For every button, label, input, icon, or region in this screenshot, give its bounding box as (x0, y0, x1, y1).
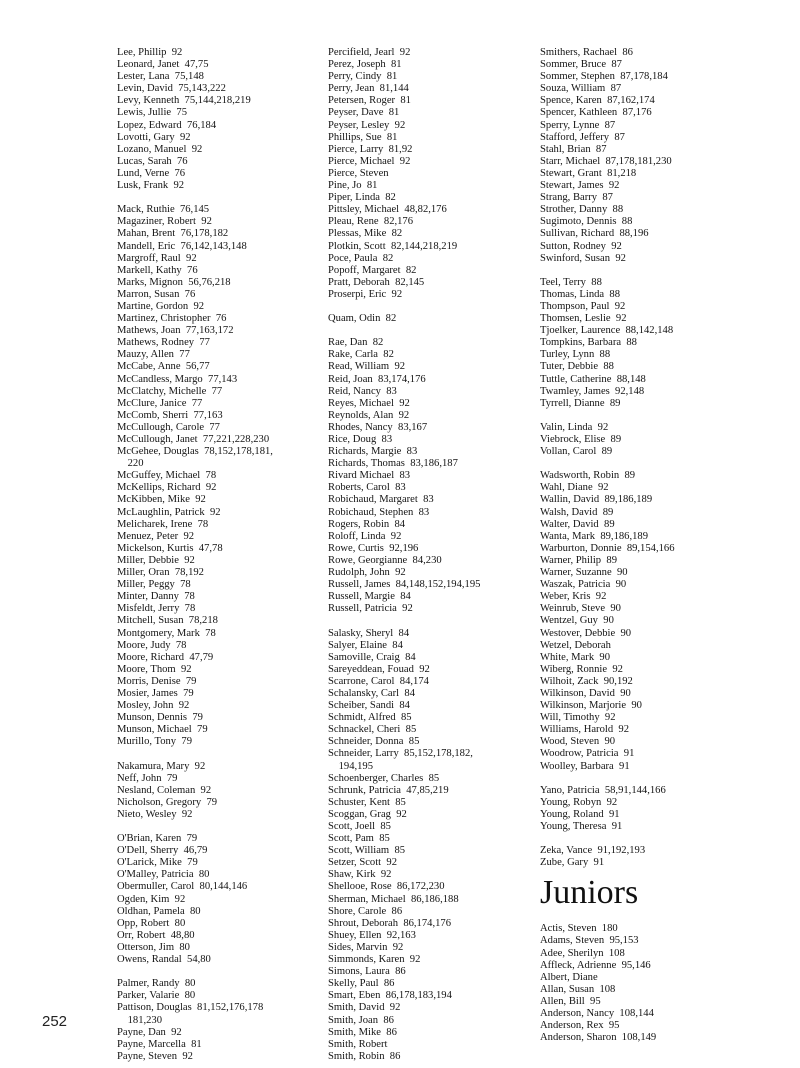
index-entry: Miller, Debbie 92 (117, 554, 195, 566)
index-entry: Woodrow, Patricia 91 (540, 748, 635, 760)
index-entry: Shaw, Kirk 92 (328, 869, 392, 881)
index-entry: Reynolds, Alan 92 (328, 409, 410, 421)
index-entry: Stafford, Jeffery 87 (540, 131, 625, 143)
index-entry: Roberts, Carol 83 (328, 482, 406, 494)
index-entry: Russell, Patricia 92 (328, 603, 413, 615)
index-entry: Mack, Ruthie 76,145 (117, 204, 210, 216)
index-entry: Wahl, Diane 92 (540, 482, 609, 494)
index-entry: Palmer, Randy 80 (117, 978, 196, 990)
index-entry: McClatchy, Michelle 77 (117, 385, 223, 397)
index-entry: Sutton, Rodney 92 (540, 240, 622, 252)
index-entry: Marks, Mignon 56,76,218 (117, 276, 231, 288)
index-entry: McGuffey, Michael 78 (117, 470, 217, 482)
index-entry: Sullivan, Richard 88,196 (540, 228, 649, 240)
index-column-3 (540, 47, 755, 1044)
index-entry: Rogers, Robin 84 (328, 518, 406, 530)
index-entry: Peyser, Lesley 92 (328, 119, 406, 131)
index-entry: Smith, Mike 86 (328, 1026, 397, 1038)
index-entry: Plessas, Mike 82 (328, 228, 403, 240)
index-entry: Thompson, Paul 92 (540, 300, 626, 312)
index-entry: Lusk, Frank 92 (117, 180, 185, 192)
index-entry: McGehee, Douglas 78,152,178,181, (117, 446, 273, 458)
index-entry: Reyes, Michael 92 (328, 397, 410, 409)
index-entry: Rivard Michael 83 (328, 470, 411, 482)
index-entry: Warner, Suzanne 90 (540, 567, 628, 579)
index-entry: Pattison, Douglas 81,152,176,178 (117, 1002, 264, 1014)
index-entry: Reid, Nancy 83 (328, 385, 397, 397)
index-entry: Teel, Terry 88 (540, 276, 602, 288)
index-entry: Read, William 92 (328, 361, 406, 373)
index-entry: Pierce, Larry 81,92 (328, 143, 413, 155)
index-entry: Miller, Peggy 78 (117, 579, 191, 591)
index-entry: Anderson, Sharon 108,149 (540, 1032, 657, 1044)
index-entry: Sperry, Lynne 87 (540, 119, 616, 131)
index-entry: Reid, Joan 83,174,176 (328, 373, 426, 385)
index-entry: Wilkinson, David 90 (540, 687, 631, 699)
index-entry: Robichaud, Margaret 83 (328, 494, 434, 506)
index-entry: Moore, Thom 92 (117, 663, 192, 675)
index-entry: Melicharek, Irene 78 (117, 518, 209, 530)
index-entry: Westover, Debbie 90 (540, 627, 632, 639)
index-entry: Parker, Valarie 80 (117, 990, 196, 1002)
index-entry: Thomas, Linda 88 (540, 288, 621, 300)
index-entry: Smith, David 92 (328, 1002, 401, 1014)
index-entry: McKellips, Richard 92 (117, 482, 217, 494)
index-entry: Rudolph, John 92 (328, 567, 406, 579)
index-entry: Salyer, Elaine 84 (328, 639, 403, 651)
index-entry: McCullough, Carole 77 (117, 421, 220, 433)
index-entry: Samoville, Craig 84 (328, 651, 416, 663)
index-entry: Payne, Steven 92 (117, 1050, 193, 1062)
index-entry: Obermuller, Carol 80,144,146 (117, 881, 248, 893)
index-entry: Rowe, Curtis 92,196 (328, 542, 419, 554)
index-entry: Sommer, Bruce 87 (540, 59, 622, 71)
index-entry: Richards, Margie 83 (328, 446, 418, 458)
index-entry: Oldhan, Pamela 80 (117, 905, 201, 917)
index-entry: Twamley, James 92,148 (540, 385, 645, 397)
index-entry: Ogden, Kim 92 (117, 893, 186, 905)
index-entry: Simmonds, Karen 92 (328, 954, 421, 966)
index-entry: Wetzel, Deborah (540, 639, 611, 651)
index-entry: Scott, Pam 85 (328, 833, 390, 845)
index-entry: Affleck, Adrienne 95,146 (540, 959, 651, 971)
index-entry: Scheiber, Sandi 84 (328, 700, 410, 712)
index-entry: Weber, Kris 92 (540, 591, 607, 603)
index-entry: McComb, Sherri 77,163 (117, 409, 223, 421)
index-entry: Anderson, Nancy 108,144 (540, 1008, 654, 1020)
index-entry: Murillo, Tony 79 (117, 736, 192, 748)
index-entry: Sareyeddean, Fouad 92 (328, 663, 430, 675)
index-entry: Schrunk, Patricia 47,85,219 (328, 784, 449, 796)
index-entry: Phillips, Sue 81 (328, 131, 398, 143)
index-entry: Mauzy, Allen 77 (117, 349, 190, 361)
index-entry: Rae, Dan 82 (328, 337, 384, 349)
index-entry: Mitchell, Susan 78,218 (117, 615, 218, 627)
index-entry: Sommer, Stephen 87,178,184 (540, 71, 668, 83)
index-entry: Anderson, Rex 95 (540, 1020, 620, 1032)
index-entry: Lozano, Manuel 92 (117, 143, 203, 155)
index-entry: Lucas, Sarah 76 (117, 155, 188, 167)
index-entry: Poce, Paula 82 (328, 252, 394, 264)
index-entry: Tjoelker, Laurence 88,142,148 (540, 325, 674, 337)
index-entry: Wentzel, Guy 90 (540, 615, 614, 627)
index-entry: Rowe, Georgianne 84,230 (328, 554, 442, 566)
index-entry: McKibben, Mike 92 (117, 494, 206, 506)
index-column-2 (328, 47, 538, 1063)
index-entry: Lester, Lana 75,148 (117, 71, 204, 83)
index-entry: Smith, Robin 86 (328, 1050, 401, 1062)
index-entry: Walter, David 89 (540, 518, 615, 530)
index-entry: Shuey, Ellen 92,163 (328, 929, 416, 941)
index-spacer (540, 833, 755, 845)
index-entry: Tompkins, Barbara 88 (540, 337, 637, 349)
index-entry: Young, Theresa 91 (540, 821, 623, 832)
index-entry: Tuttle, Catherine 88,148 (540, 373, 646, 385)
index-entry: Lopez, Edward 76,184 (117, 119, 217, 131)
index-entry: Setzer, Scott 92 (328, 857, 398, 869)
index-entry: Scarrone, Carol 84,174 (328, 675, 429, 687)
index-entry: Smithers, Rachael 86 (540, 47, 633, 58)
index-entry: Warner, Philip 89 (540, 554, 617, 566)
index-entry: Schuster, Kent 85 (328, 796, 406, 808)
index-entry: Minter, Danny 78 (117, 591, 195, 603)
index-entry: O'Larick, Mike 79 (117, 857, 198, 869)
index-entry: Yano, Patricia 58,91,144,166 (540, 784, 666, 796)
index-spacer (540, 265, 755, 277)
index-spacer (540, 773, 755, 785)
index-entry: Proserpi, Eric 92 (328, 288, 403, 300)
index-entry: Pierce, Steven (328, 167, 389, 179)
index-entry: Perry, Cindy 81 (328, 71, 398, 83)
index-entry: Shrout, Deborah 86,174,176 (328, 917, 451, 929)
index-entry: Sides, Marvin 92 (328, 941, 404, 953)
index-entry: Scott, William 85 (328, 845, 406, 857)
index-entry: Shellooe, Rose 86,172,230 (328, 881, 445, 893)
index-entry: Leonard, Janet 47,75 (117, 59, 209, 71)
index-entry: Smith, Joan 86 (328, 1014, 394, 1026)
index-entry: Wilhoit, Zack 90,192 (540, 675, 633, 687)
index-entry: Scott, Joell 85 (328, 821, 391, 832)
index-entry: Markell, Kathy 76 (117, 264, 198, 276)
index-entry: Wiberg, Ronnie 92 (540, 663, 623, 675)
index-entry: Schoenberger, Charles 85 (328, 772, 440, 784)
index-entry: Tuter, Debbie 88 (540, 361, 614, 373)
index-entry: Adams, Steven 95,153 (540, 935, 639, 947)
index-entry: Orr, Robert 48,80 (117, 929, 195, 941)
index-spacer (117, 192, 322, 204)
index-entry: McCabe, Anne 56,77 (117, 361, 210, 373)
index-entry: Neff, John 79 (117, 772, 178, 784)
index-entry: Pratt, Deborah 82,145 (328, 276, 425, 288)
index-entry: Wilkinson, Marjorie 90 (540, 700, 642, 712)
index-entry: O'Malley, Patricia 80 (117, 869, 210, 881)
index-entry: Martine, Gordon 92 (117, 300, 205, 312)
index-entry: McClure, Janice 77 (117, 397, 203, 409)
index-entry: Actis, Steven 180 (540, 923, 618, 935)
index-entry: Schmidt, Alfred 85 (328, 712, 412, 724)
index-entry: O'Dell, Sherry 46,79 (117, 845, 208, 857)
index-entry: Miller, Oran 78,192 (117, 567, 204, 579)
index-entry: Pittsley, Michael 48,82,176 (328, 204, 447, 216)
index-entry: McLaughlin, Patrick 92 (117, 506, 221, 518)
index-entry: 181,230 (117, 1014, 163, 1026)
index-entry: Waszak, Patricia 90 (540, 579, 627, 591)
index-entry: Allen, Bill 95 (540, 995, 601, 1007)
index-spacer (328, 325, 538, 337)
index-entry: Spence, Karen 87,162,174 (540, 95, 655, 107)
index-entry: Levin, David 75,143,222 (117, 83, 226, 95)
index-entry: 220 (117, 458, 144, 470)
index-entry: Lovotti, Gary 92 (117, 131, 191, 143)
index-entry: Menuez, Peter 92 (117, 530, 195, 542)
index-entry: Owens, Randal 54,80 (117, 954, 211, 966)
section-heading: Juniors (540, 874, 639, 912)
index-entry: Misfeldt, Jerry 78 (117, 603, 196, 615)
index-entry: O'Brian, Karen 79 (117, 833, 198, 845)
index-entry: Starr, Michael 87,178,181,230 (540, 155, 672, 167)
index-entry: Lee, Phillip 92 (117, 47, 183, 58)
index-entry: Stahl, Brian 87 (540, 143, 607, 155)
index-entry: Sugimoto, Dennis 88 (540, 216, 633, 228)
index-entry: Valin, Linda 92 (540, 421, 609, 433)
index-entry: Perry, Jean 81,144 (328, 83, 409, 95)
index-entry: Lewis, Jullie 75 (117, 107, 188, 119)
index-entry: Mathews, Joan 77,163,172 (117, 325, 234, 337)
index-spacer (117, 821, 322, 833)
index-entry: Strang, Barry 87 (540, 192, 613, 204)
index-entry: Rake, Carla 82 (328, 349, 394, 361)
index-entry: Rhodes, Nancy 83,167 (328, 421, 428, 433)
index-entry: Mathews, Rodney 77 (117, 337, 210, 349)
index-entry: Peyser, Dave 81 (328, 107, 400, 119)
index-entry: Nesland, Coleman 92 (117, 784, 212, 796)
index-entry: Salasky, Sheryl 84 (328, 627, 410, 639)
index-entry: Richards, Thomas 83,186,187 (328, 458, 458, 470)
index-entry: Mickelson, Kurtis 47,78 (117, 542, 223, 554)
index-entry: Tyrrell, Dianne 89 (540, 397, 621, 409)
index-entry: Rice, Doug 83 (328, 434, 393, 445)
index-entry: Wood, Steven 90 (540, 736, 616, 748)
index-entry: Zeka, Vance 91,192,193 (540, 845, 646, 857)
index-entry: Stewart, Grant 81,218 (540, 167, 637, 179)
index-spacer (540, 458, 755, 470)
index-entry: 194,195 (328, 760, 374, 772)
index-entry: Strother, Danny 88 (540, 204, 624, 216)
index-entry: Roloff, Linda 92 (328, 530, 402, 542)
index-entry: Sherman, Michael 86,186,188 (328, 893, 459, 905)
index-entry: Zube, Gary 91 (540, 857, 605, 869)
index-entry: Williams, Harold 92 (540, 724, 630, 736)
index-spacer (328, 615, 538, 627)
index-entry: Wadsworth, Robin 89 (540, 470, 636, 482)
index-entry: Petersen, Roger 81 (328, 95, 411, 107)
index-entry: Scoggan, Grag 92 (328, 808, 407, 820)
index-entry: Marron, Susan 76 (117, 288, 196, 300)
index-entry: Martinez, Christopher 76 (117, 313, 227, 325)
index-spacer (117, 748, 322, 760)
index-entry: Smith, Robert (328, 1038, 388, 1050)
index-entry: Turley, Lynn 88 (540, 349, 611, 361)
index-entry: Russell, Margie 84 (328, 591, 411, 603)
index-entry: Warburton, Donnie 89,154,166 (540, 542, 675, 554)
index-entry: Margroff, Raul 92 (117, 252, 197, 264)
index-entry: Levy, Kenneth 75,144,218,219 (117, 95, 251, 107)
index-entry: McCandless, Margo 77,143 (117, 373, 238, 385)
index-entry: Thomsen, Leslie 92 (540, 313, 627, 325)
index-entry: Nicholson, Gregory 79 (117, 796, 218, 808)
index-entry: Popoff, Margaret 82 (328, 264, 417, 276)
index-column-1 (117, 47, 322, 1063)
index-entry: Allan, Susan 108 (540, 983, 616, 995)
index-entry: Shore, Carole 86 (328, 905, 403, 917)
index-entry: Swinford, Susan 92 (540, 252, 626, 264)
index-entry: Young, Roland 91 (540, 808, 620, 820)
index-entry: Wallin, David 89,186,189 (540, 494, 653, 506)
index-spacer (328, 301, 538, 313)
index-entry: Mosley, John 92 (117, 700, 190, 712)
index-entry: Mandell, Eric 76,142,143,148 (117, 240, 247, 252)
index-entry: Nieto, Wesley 92 (117, 808, 193, 820)
index-entry: Wanta, Mark 89,186,189 (540, 530, 649, 542)
index-entry: Albert, Diane (540, 971, 598, 983)
index-entry: Souza, William 87 (540, 83, 622, 95)
index-entry: Skelly, Paul 86 (328, 978, 395, 990)
index-entry: Stewart, James 92 (540, 180, 620, 192)
index-entry: Moore, Richard 47,79 (117, 651, 214, 663)
index-entry: Schalansky, Carl 84 (328, 687, 415, 699)
index-entry: Smart, Eben 86,178,183,194 (328, 990, 452, 1002)
index-entry: Russell, James 84,148,152,194,195 (328, 579, 481, 591)
index-entry: White, Mark 90 (540, 651, 611, 663)
index-entry: Schneider, Donna 85 (328, 736, 420, 748)
page-number: 252 (42, 1013, 68, 1030)
index-entry: Payne, Marcella 81 (117, 1038, 202, 1050)
index-entry: Spencer, Kathleen 87,176 (540, 107, 652, 119)
index-entry: Adee, Sherilyn 108 (540, 947, 625, 959)
index-entry: Payne, Dan 92 (117, 1026, 182, 1038)
index-entry: Morris, Denise 79 (117, 675, 197, 687)
index-entry: Young, Robyn 92 (540, 796, 618, 808)
index-spacer (540, 410, 755, 422)
index-entry: Piper, Linda 82 (328, 192, 396, 204)
index-entry: Magaziner, Robert 92 (117, 216, 212, 228)
index-entry: Simons, Laura 86 (328, 966, 406, 978)
index-entry: Plotkin, Scott 82,144,218,219 (328, 240, 458, 252)
index-entry: Quam, Odin 82 (328, 313, 397, 325)
index-entry: Woolley, Barbara 91 (540, 760, 630, 772)
index-entry: Schneider, Larry 85,152,178,182, (328, 748, 473, 760)
index-entry: Robichaud, Stephen 83 (328, 506, 430, 518)
index-entry: Vollan, Carol 89 (540, 446, 613, 458)
index-column-3-seniors (540, 47, 755, 869)
index-entry: Weinrub, Steve 90 (540, 603, 621, 615)
index-entry: Pierce, Michael 92 (328, 155, 411, 167)
index-entry: Nakamura, Mary 92 (117, 760, 206, 772)
index-entry: Otterson, Jim 80 (117, 941, 190, 953)
index-entry: Will, Timothy 92 (540, 712, 616, 724)
index-entry: Opp, Robert 80 (117, 917, 186, 929)
index-entry: Pine, Jo 81 (328, 180, 378, 192)
index-entry: Walsh, David 89 (540, 506, 614, 518)
index-entry: Mahan, Brent 76,178,182 (117, 228, 229, 240)
index-entry: Schnackel, Cheri 85 (328, 724, 417, 736)
index-entry: Viebrock, Elise 89 (540, 434, 622, 445)
index-entry: Perez, Joseph 81 (328, 59, 402, 71)
index-entry: Percifield, Jearl 92 (328, 47, 411, 58)
index-entry: McCullough, Janet 77,221,228,230 (117, 434, 270, 445)
index-entry: Mosier, James 79 (117, 687, 194, 699)
index-entry: Lund, Verne 76 (117, 167, 186, 179)
index-column-3-juniors (540, 923, 755, 1044)
index-entry: Pleau, Rene 82,176 (328, 216, 414, 228)
index-entry: Munson, Michael 79 (117, 724, 208, 736)
index-spacer (117, 966, 322, 978)
index-entry: Montgomery, Mark 78 (117, 627, 216, 639)
index-entry: Moore, Judy 78 (117, 639, 187, 651)
index-entry: Munson, Dennis 79 (117, 712, 203, 724)
